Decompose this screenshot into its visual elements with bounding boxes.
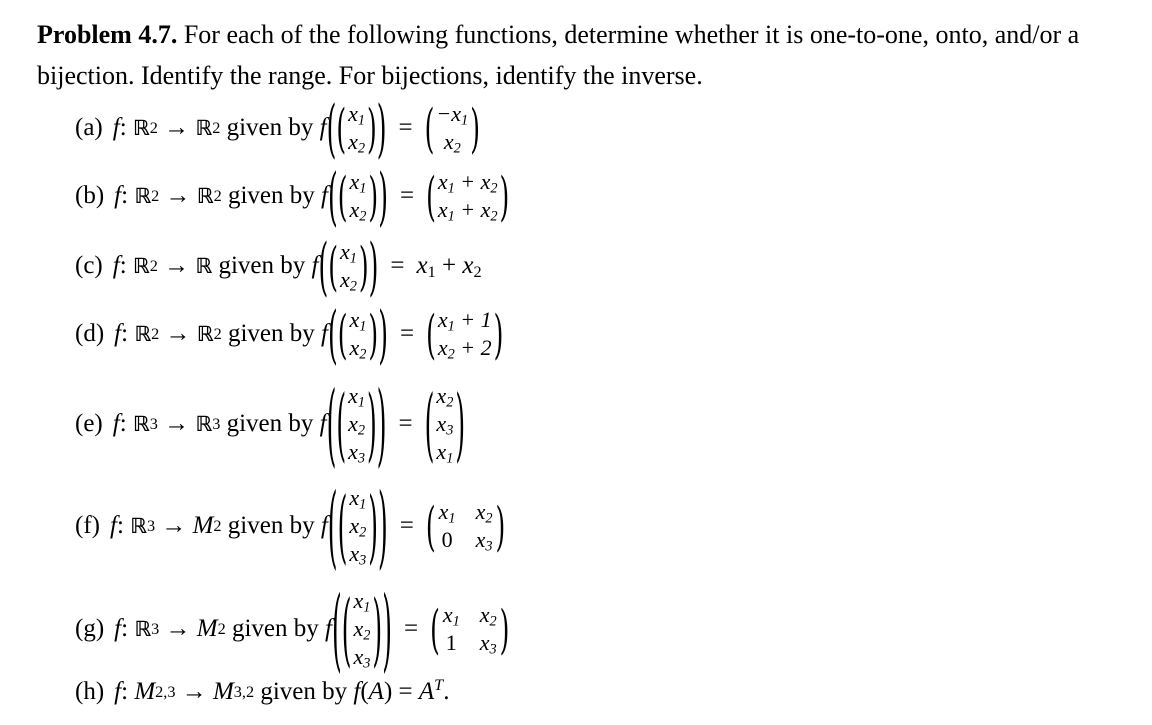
item-label: (h) — [75, 678, 105, 705]
given-by-text: given by — [260, 678, 348, 705]
output-scalar: $x_1 + x_2$ — [416, 252, 482, 282]
item-label: (g) — [75, 615, 105, 642]
item-d: (d) f : ℝ 2 → ℝ 2 given by f ( ( $x_1$ $x_2$ ) ) = ( $x_1 + 1$ $x_2 + 2$ ) — [75, 297, 504, 371]
given-by-text: given by — [218, 252, 306, 279]
item-label: (e) — [75, 410, 103, 437]
item-label: (a) — [75, 114, 103, 141]
problem-heading: Problem 4.7. — [37, 20, 178, 49]
output-matrix: ( $x_1$ $x_2$ 0 $x_3$ ) — [425, 495, 506, 557]
output-vector: ( $x_1 + 1$ $x_2 + 2$ ) — [426, 303, 504, 365]
vec-entry: $x_2$ — [348, 129, 366, 157]
input-vector: ( ( $x_1$ $x_2$ ) ) — [326, 91, 387, 165]
input-vector: ( ( $x_1$ $x_2$ $x_3$ ) ) — [331, 576, 392, 682]
item-label: (d) — [75, 320, 105, 347]
item-label: (b) — [75, 182, 105, 209]
output-vector: ( $-x_1$ $x_2$ ) — [424, 97, 480, 159]
item-h: (h) f : M 2,3 → M 3,2 given by $f(A) = A^T$. — [75, 676, 450, 705]
transpose-formula: $f(A) = A^T$. — [353, 676, 450, 705]
input-vector: ( ( $x_1$ $x_2$ ) ) — [327, 159, 388, 233]
input-vector: ( ( $x_1$ $x_2$ ) ) — [327, 297, 388, 371]
item-label: (c) — [75, 252, 103, 279]
output-vector: ( $x_1 + x_2$ $x_1 + x_2$ ) — [426, 165, 510, 227]
item-a: (a) f : ℝ 2 → ℝ 2 given by f ( ( $x_1$ $x_2$ ) ) = ( $-x_1$ $x_2$ ) — [75, 91, 480, 165]
given-by-text: given by — [227, 512, 315, 539]
problem-statement — [37, 14, 1137, 96]
output-vector: ( $x_2$ $x_3$ $x_1$ ) — [424, 377, 466, 471]
input-vector: ( ( $x_1$ $x_2$ $x_3$ ) ) — [327, 473, 388, 579]
item-label: (f) — [75, 512, 100, 539]
item-f: (f) f : ℝ 3 → M 2 given by f ( ( $x_1$ $x_2$ $x_3$ ) ) = ( $x_1$ $x_2$ 0 $x_3$ ) — [75, 473, 506, 579]
output-matrix: ( $x_1$ $x_2$ 1 $x_3$ ) — [430, 598, 510, 660]
given-by-text: given by — [227, 182, 315, 209]
given-by-text: given by — [231, 615, 319, 642]
item-b: (b) f : ℝ 2 → ℝ 2 given by f ( ( $x_1$ $x_2$ ) ) = ( $x_1 + x_2$ $x_1 + x_2$ ) — [75, 159, 510, 233]
item-e: (e) f : ℝ 3 → ℝ 3 given by f ( ( $x_1$ $x_2$ $x_3$ ) ) = ( $x_2$ $x_3$ $x_1$ ) — [75, 371, 466, 477]
input-vector: ( ( $x_1$ $x_2$ ) ) — [318, 229, 379, 303]
given-by-text: given by — [226, 114, 314, 141]
input-vector: ( ( $x_1$ $x_2$ $x_3$ ) ) — [326, 371, 387, 477]
item-g: (g) f : ℝ 3 → M 2 given by f ( ( $x_1$ $x_2$ $x_3$ ) ) = ( $x_1$ $x_2$ 1 $x_3$ ) — [75, 576, 510, 682]
given-by-text: given by — [226, 410, 314, 437]
problem-text: For each of the following functions, determine whether it is one-to-one, onto, and/or a bijection. Identify the range. For bijections, identify the inverse. — [37, 20, 1080, 90]
given-by-text: given by — [227, 320, 315, 347]
vec-entry: $x_1$ — [348, 101, 366, 129]
item-c: (c) f : ℝ 2 → ℝ given by f ( ( $x_1$ $x_2$ ) ) = $x_1 + x_2$ — [75, 229, 482, 303]
